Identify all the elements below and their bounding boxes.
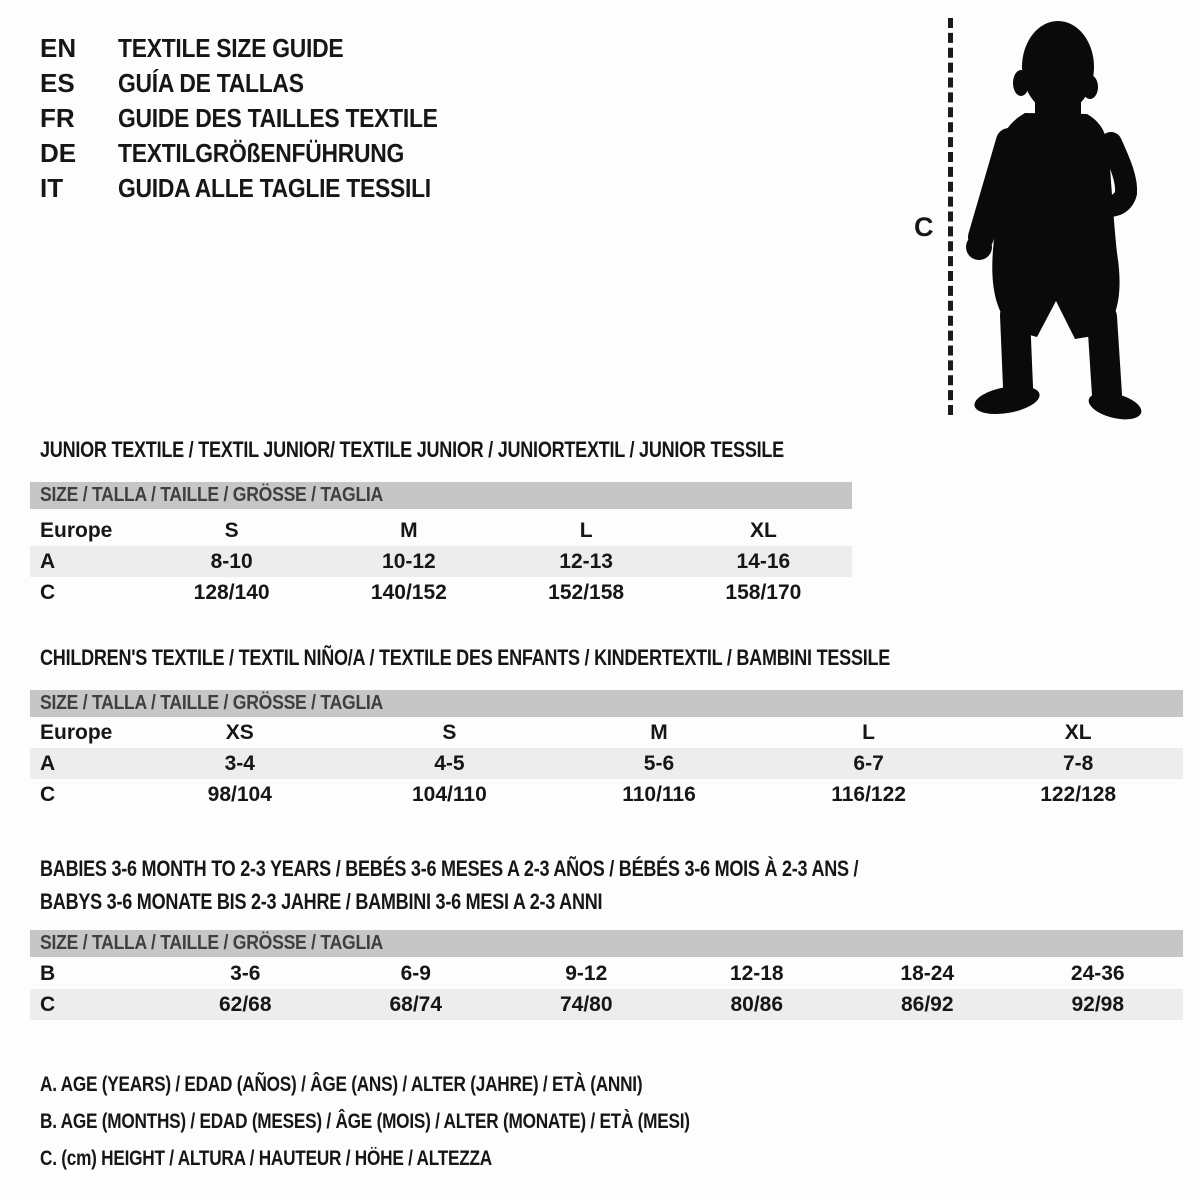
table-cell: XS [225, 720, 254, 744]
language-title: GUIDE DES TAILLES TEXTILE [118, 103, 438, 133]
table-cell: 6-7 [853, 751, 884, 775]
measurement-legend [40, 1066, 832, 1177]
language-row-de [40, 136, 481, 171]
legend-line-b: B. AGE (MONTHS) / EDAD (MESES) / ÂGE (MOIS) / ALTER (MONATE) / ETÀ (MESI) [40, 1109, 690, 1133]
junior-row-europe [30, 515, 852, 546]
language-title: GUIDA ALLE TAGLIE TESSILI [118, 173, 431, 203]
table-cell: 3-6 [230, 961, 261, 985]
table-cell: 7-8 [1062, 751, 1094, 775]
row-label: C [40, 580, 56, 604]
table-cell: 6-9 [400, 961, 431, 985]
language-code: EN [40, 33, 77, 63]
babies-title-line2: BABYS 3-6 MONATE BIS 2-3 JAHRE / BAMBINI 3-6 MESI A 2-3 ANNI [40, 889, 603, 914]
table-cell: 68/74 [389, 992, 443, 1016]
row-label: A [40, 549, 56, 573]
table-cell: 12-18 [729, 961, 784, 985]
table-cell: 18-24 [900, 961, 955, 985]
height-measure-line [948, 18, 953, 415]
table-cell: S [442, 720, 457, 744]
babies-size-header-band [30, 930, 1183, 957]
table-cell: 92/98 [1071, 992, 1125, 1016]
language-code: ES [40, 68, 75, 98]
legend-line-a: A. AGE (YEARS) / EDAD (AÑOS) / ÂGE (ANS) / ALTER (JAHRE) / ETÀ (ANNI) [40, 1072, 643, 1096]
children-section-title: CHILDREN'S TEXTILE / TEXTIL NIÑO/A / TEXTILE DES ENFANTS / KINDERTEXTIL / BAMBINI TESSILE [40, 645, 891, 670]
table-cell: 116/122 [831, 782, 906, 806]
table-cell: 8-10 [210, 549, 253, 573]
babies-section-title [40, 852, 1038, 918]
table-cell: 9-12 [565, 961, 608, 985]
table-cell: 24-36 [1070, 961, 1125, 985]
table-cell: 4-5 [434, 751, 465, 775]
language-code: DE [40, 138, 77, 168]
table-cell: 104/110 [412, 782, 487, 806]
row-label: C [40, 782, 56, 806]
toddler-silhouette-icon [963, 15, 1143, 425]
language-code: IT [40, 173, 64, 203]
babies-title-line1: BABIES 3-6 MONTH TO 2-3 YEARS / BEBÉS 3-6 MESES A 2-3 AÑOS / BÉBÉS 3-6 MOIS À 2-3 ANS / [40, 856, 859, 881]
table-cell: 98/104 [207, 782, 272, 806]
language-row-fr [40, 101, 481, 136]
junior-size-header-band [30, 482, 852, 509]
table-cell: XL [749, 518, 777, 542]
children-row-height [30, 779, 1183, 810]
junior-row-height [30, 577, 852, 608]
size-header-label: SIZE / TALLA / TAILLE / GRÖSSE / TAGLIA [40, 484, 384, 506]
language-title: TEXTILE SIZE GUIDE [118, 33, 344, 63]
language-title: GUÍA DE TALLAS [118, 68, 304, 98]
junior-row-age [30, 546, 852, 577]
row-label: Europe [40, 518, 113, 542]
children-row-age [30, 748, 1183, 779]
table-cell: 86/92 [900, 992, 954, 1016]
table-cell: S [224, 518, 239, 542]
language-row-en [40, 31, 481, 66]
row-label: A [40, 751, 56, 775]
children-row-europe [30, 717, 1183, 748]
table-cell: 74/80 [559, 992, 613, 1016]
table-cell: 122/128 [1040, 782, 1117, 806]
table-cell: 140/152 [370, 580, 447, 604]
table-cell: 80/86 [730, 992, 784, 1016]
table-cell: 10-12 [382, 549, 436, 573]
table-cell: 128/140 [193, 580, 270, 604]
row-label: C [40, 992, 56, 1016]
table-cell: 12-13 [559, 549, 613, 573]
table-cell: 62/68 [218, 992, 272, 1016]
language-title-list [40, 31, 481, 206]
table-cell: 14-16 [736, 549, 791, 573]
language-title: TEXTILGRÖßENFÜHRUNG [118, 138, 405, 168]
legend-line-c: C. (cm) HEIGHT / ALTURA / HAUTEUR / HÖHE / ALTEZZA [40, 1146, 492, 1170]
row-label: Europe [40, 720, 113, 744]
row-label: B [40, 961, 56, 985]
table-cell: 152/158 [548, 580, 625, 604]
language-row-es [40, 66, 481, 101]
language-row-it [40, 171, 481, 206]
size-header-label: SIZE / TALLA / TAILLE / GRÖSSE / TAGLIA [40, 692, 384, 714]
babies-row-months [30, 958, 1183, 989]
table-cell: M [400, 518, 418, 542]
table-cell: 158/170 [725, 580, 802, 604]
table-cell: 3-4 [224, 751, 255, 775]
children-size-header-band [30, 690, 1183, 717]
language-code: FR [40, 103, 75, 133]
size-header-label: SIZE / TALLA / TAILLE / GRÖSSE / TAGLIA [40, 932, 384, 954]
table-cell: 5-6 [643, 751, 675, 775]
height-measure-label: C [914, 212, 934, 242]
junior-section-title: JUNIOR TEXTILE / TEXTIL JUNIOR/ TEXTILE JUNIOR / JUNIORTEXTIL / JUNIOR TESSILE [40, 437, 784, 462]
table-cell: 110/116 [622, 782, 696, 806]
table-cell: M [650, 720, 668, 744]
babies-row-height [30, 989, 1183, 1020]
table-cell: XL [1064, 720, 1092, 744]
table-cell: L [579, 518, 593, 542]
table-cell: L [862, 720, 875, 744]
